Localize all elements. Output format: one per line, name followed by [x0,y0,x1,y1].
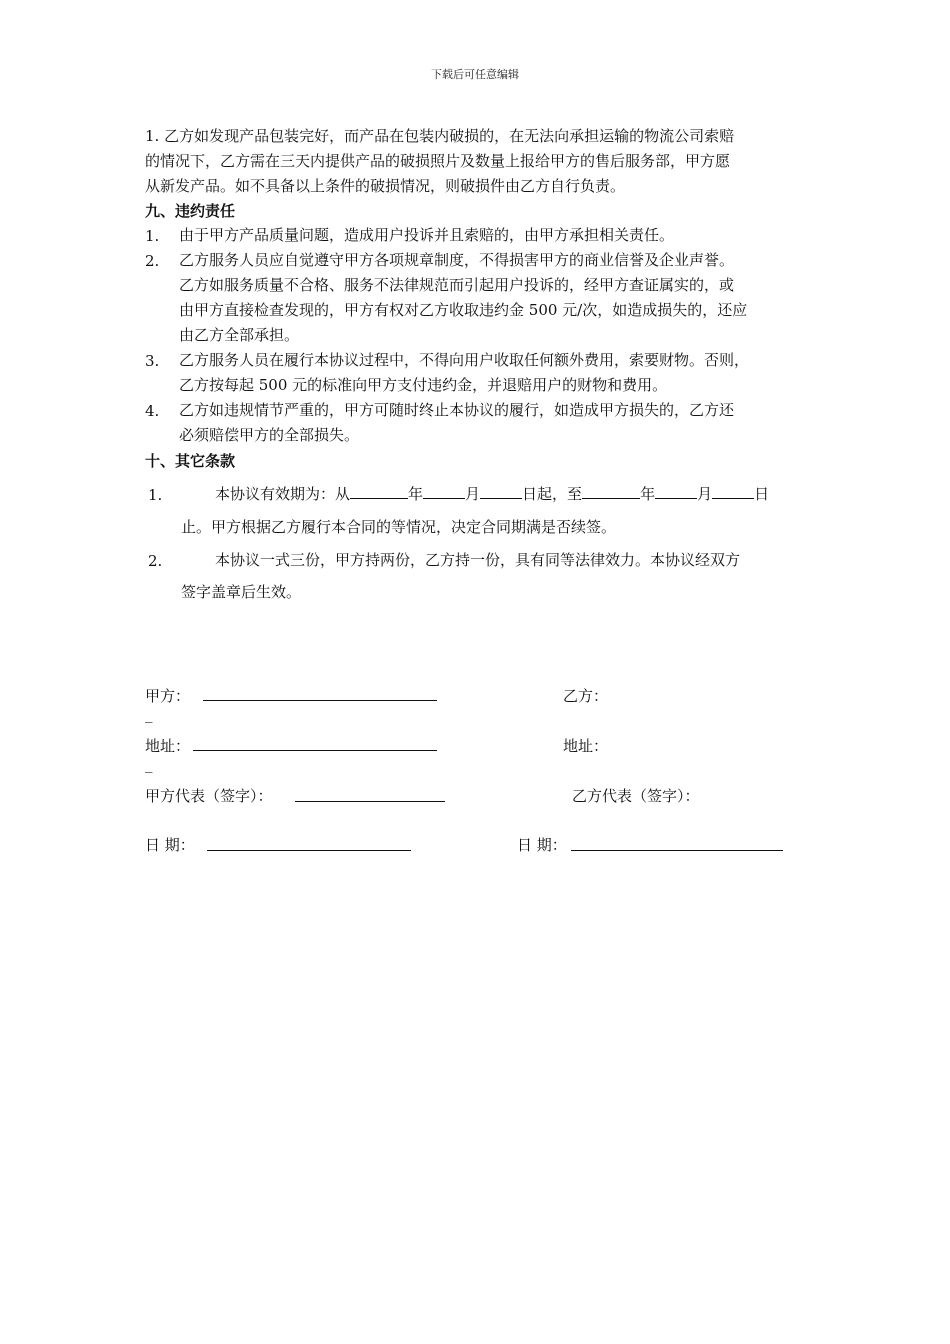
intro-line-1: 1. 乙方如发现产品包装完好，而产品在包装内破损的，在无法向承担运输的物流公司索赔 [145,127,735,145]
year-label: 年 [408,485,424,503]
s9-item-1-num: 1. [145,227,160,245]
s10-item-1-line-1 [215,482,769,507]
start-month-blank[interactable] [423,484,465,499]
date-b-label: 日 期： [517,836,567,854]
address-b-label: 地址： [563,737,609,755]
date-a-field[interactable] [207,849,411,851]
party-b-label: 乙方： [563,687,609,705]
s9-item-2-line-2: 乙方如服务质量不合格、服务不法律规范而引起用户投诉的，经甲方查证属实的，或 [179,276,735,294]
date-b-field[interactable] [571,849,783,851]
intro-line-3: 从新发产品。如不具备以上条件的破损情况，则破损件由乙方自行负责。 [145,177,626,195]
s9-item-4-num: 4. [145,402,160,420]
s9-item-3-num: 3. [145,352,160,370]
validity-prefix: 本协议有效期为：从 [215,485,351,503]
dash-mark-1: _ [145,705,153,723]
s9-item-2-num: 2. [145,252,160,270]
month-label-2: 月 [697,485,713,503]
start-year-blank[interactable] [350,484,408,499]
address-a-label: 地址： [145,737,191,755]
dash-mark-2: _ [145,755,153,773]
s10-item-2-num: 2. [148,552,163,570]
end-year-blank[interactable] [582,484,640,499]
section-9-title: 九、违约责任 [145,202,236,220]
section-10-title: 十、其它条款 [145,452,236,470]
s9-item-4-line-1: 乙方如违规情节严重的，甲方可随时终止本协议的履行，如造成甲方损失的，乙方还 [179,401,735,419]
end-day-blank[interactable] [712,484,754,499]
rep-a-field[interactable] [295,800,445,802]
s9-item-3-line-1: 乙方服务人员在履行本协议过程中，不得向用户收取任何额外费用，索要财物。否则， [179,351,750,369]
s9-item-2-line-3: 由甲方直接检查发现的，甲方有权对乙方收取违约金 500 元/次，如造成损失的，还应 [179,301,748,319]
year-label-2: 年 [640,485,656,503]
s9-item-2-line-1: 乙方服务人员应自觉遵守甲方各项规章制度，不得损害甲方的商业信誉及企业声誉。 [179,251,735,269]
rep-a-label: 甲方代表（签字）： [145,787,273,805]
s9-item-4-line-2: 必须赔偿甲方的全部损失。 [179,426,360,444]
s10-item-1-line-2: 止。甲方根据乙方履行本合同的等情况，决定合同期满是否续签。 [181,518,617,536]
day-end-label: 日 [754,485,770,503]
s10-item-1-num: 1. [148,486,163,504]
intro-line-2: 的情况下，乙方需在三天内提供产品的破损照片及数量上报给甲方的售后服务部，甲方愿 [145,152,731,170]
s9-item-1-line-1: 由于甲方产品质量问题，造成用户投诉并且索赔的，由甲方承担相关责任。 [179,226,675,244]
s10-item-2-line-1: 本协议一式三份，甲方持两份，乙方持一份，具有同等法律效力。本协议经双方 [215,551,741,569]
party-a-label: 甲方： [145,687,191,705]
address-a-field[interactable] [193,749,437,751]
rep-b-label: 乙方代表（签字）： [572,787,700,805]
page-header: 下载后可任意编辑 [431,68,519,81]
s10-item-2-line-2: 签字盖章后生效。 [181,583,302,601]
party-a-field[interactable] [203,699,437,701]
day-from-label: 日起，至 [522,485,583,503]
end-month-blank[interactable] [655,484,697,499]
month-label: 月 [465,485,481,503]
date-a-label: 日 期： [145,836,195,854]
s9-item-3-line-2: 乙方按每起 500 元的标准向甲方支付违约金，并退赔用户的财物和费用。 [179,376,668,394]
s9-item-2-line-4: 由乙方全部承担。 [179,326,300,344]
start-day-blank[interactable] [480,484,522,499]
